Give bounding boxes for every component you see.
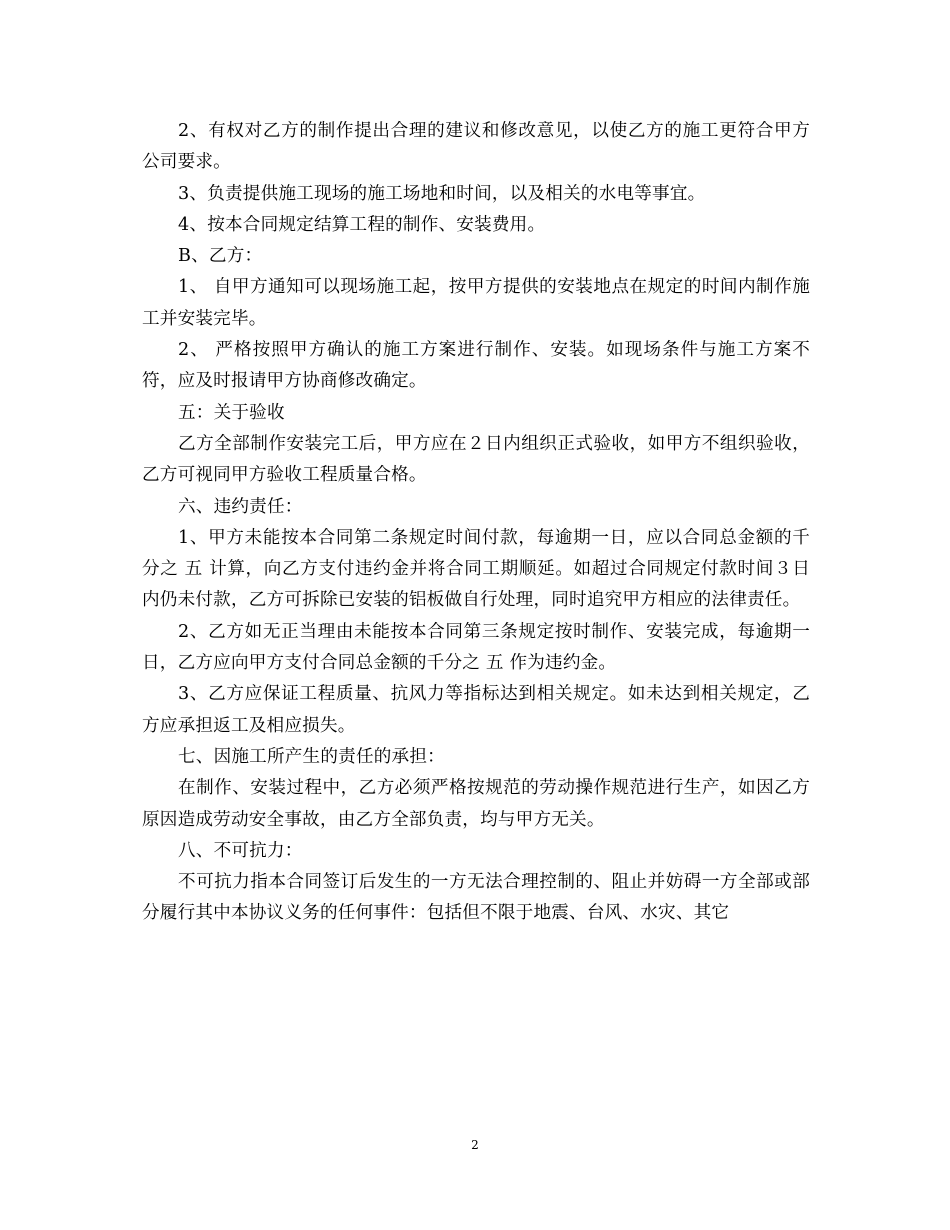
heading-acceptance: 五：关于验收 [178, 402, 285, 423]
heading-construction-liability: 七、因施工所产生的责任的承担： [178, 746, 445, 767]
paragraph-breach-3: 3、乙方应保证工程质量、抗风力等指标达到相关规定。如未达到相关规定，乙方应承担返工及相应损失。 [142, 684, 810, 736]
heading-breach-liability: 六、违约责任： [178, 496, 303, 517]
paragraph-acceptance: 乙方全部制作安装完工后，甲方应在２日内组织正式验收，如甲方不组织验收，乙方可视同甲方验收工程质量合格。 [142, 433, 810, 486]
paragraph-clause-b2: 2、 严格按照甲方确认的施工方案进行制作、安装。如现场条件与施工方案不符，应及时报请甲方协商修改确定。 [142, 340, 810, 392]
paragraph-clause-a2: 2、有权对乙方的制作提出合理的建议和修改意见，以使乙方的施工更符合甲方公司要求。 [142, 121, 810, 173]
heading-party-b: B、乙方： [178, 246, 263, 267]
paragraph-breach-1: 1、甲方未能按本合同第二条规定时间付款，每逾期一日，应以合同总金额的千分之 五 计算，向乙方支付违约金并将合同工期顺延。如超过合同规定付款时间３日内仍未付款，乙方可拆除已安装的铝板做自行处理，同时追究甲方相应的法律责任。 [142, 527, 810, 611]
document-body [142, 116, 810, 930]
page-number: 2 [471, 1138, 479, 1152]
paragraph-clause-b1: 1、 自甲方通知可以现场施工起，按甲方提供的安装地点在规定的时间内制作施工并安装完毕。 [142, 277, 810, 329]
paragraph-breach-2: 2、乙方如无正当理由未能按本合同第三条规定按时制作、安装完成，每逾期一日，乙方应向甲方支付合同总金额的千分之 五 作为违约金。 [142, 621, 810, 674]
paragraph-construction-liability: 在制作、安装过程中，乙方必须严格按规范的劳动操作规范进行生产，如因乙方原因造成劳动安全事故，由乙方全部负责，均与甲方无关。 [142, 778, 810, 830]
heading-force-majeure: 八、不可抗力： [178, 840, 303, 861]
paragraph-clause-a4: 4、按本合同规定结算工程的制作、安装费用。 [178, 214, 546, 235]
paragraph-force-majeure: 不可抗力指本合同签订后发生的一方无法合理控制的、阻止并妨碍一方全部或部分履行其中本协议义务的任何事件：包括但不限于地震、台风、水灾、其它 [142, 872, 810, 924]
paragraph-clause-a3: 3、负责提供施工现场的施工场地和时间，以及相关的水电等事宜。 [178, 183, 706, 204]
